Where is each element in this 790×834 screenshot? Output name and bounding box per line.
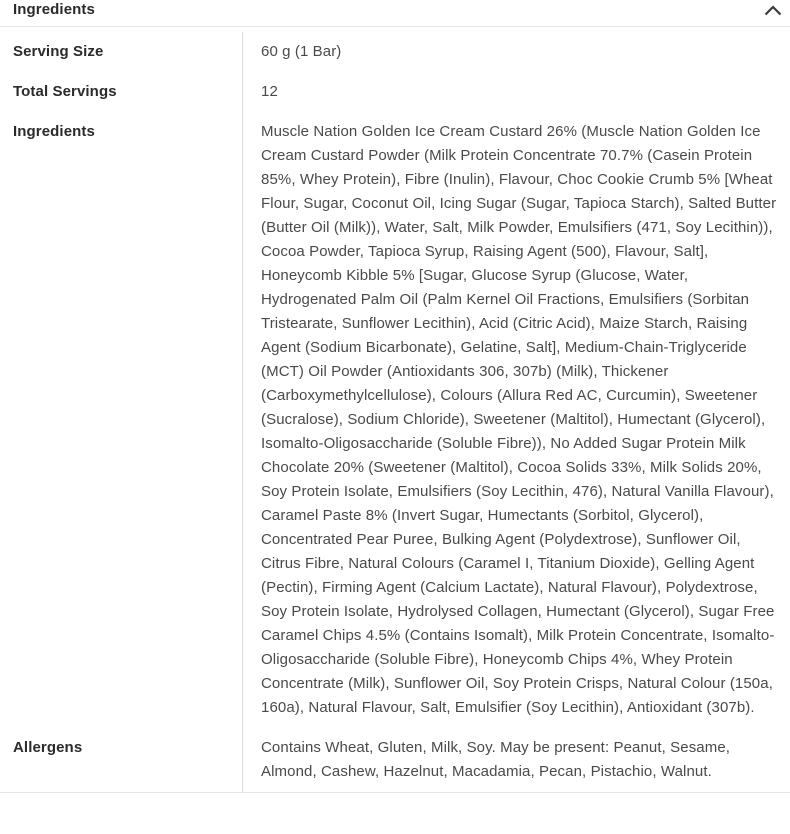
- row-label: Allergens: [13, 739, 83, 756]
- row-value: 60 g (1 Bar): [242, 32, 790, 72]
- table-row-allergens: [0, 728, 790, 792]
- row-label: Serving Size: [13, 43, 104, 60]
- row-value: Muscle Nation Golden Ice Cream Custard 26% (Muscle Nation Golden Ice Cream Custard Powder (Milk Protein Concentrate 70.7% (Casein Protein 85%, Whey Protein), Fibre (Inulin), Flavour, Choc Cookie Crumb 5% [Wheat Flour, Sugar, Coconut Oil, Icing Sugar (Sugar, Tapioca Starch), Salted Butter (Butter Oil (Milk)), Water, Salt, Milk Powder, Emulsifiers (471, Soy Lecithin)), Cocoa Powder, Tapioca Syrup, Raising Agent (500), Flavour, Salt], Honeycomb Kibble 5% [Sugar, Glucose Syrup (Glucose, Water, Hydrogenated Palm Oil (Palm Kernel Oil Fractions, Emulsifiers (Sorbitan Tristearate, Sunflower Lecithin), Acid (Citric Acid), Maize Starch, Raising Agent (Sodium Bicarbonate), Gelatine, Salt], Medium-Chain-Triglyceride (MCT) Oil Powder (Antioxidants 306, 307b) (Milk), Thickener (Carboxymethylcellulose), Colours (Allura Red AC, Curcumin), Sweetener (Sucralose), Sodium Chloride), Sweetener (Maltitol), Humectant (Glycerol), Isomalto-Oligosaccharide (Soluble Fibre)), No Added Sugar Protein Milk Chocolate 20% (Sweetener (Maltitol), Cocoa Solids 33%, Milk Solids 20%, Soy Protein Isolate, Emulsifiers (Soy Lecithin, 476), Natural Vanilla Flavour), Caramel Paste 8% (Invert Sugar, Humectants (Sorbitol, Glycerol), Concentrated Pear Puree, Bulking Agent (Polydextrose), Sunflower Oil, Citrus Fibre, Natural Colours (Caramel I, Titanium Dioxide), Gelling Agent (Pectin), Firming Agent (Calcium Lactate), Natural Flavour), Polydextrose, Soy Protein Isolate, Hydrolysed Collagen, Humectant (Glycerol), Sugar Free Caramel Chips 4.5% (Contains Isomalt), Milk Protein Concentrate, Isomalto-Oligosaccharide (Soluble Fibre), Honeycomb Chips 4%, Whey Protein Concentrate (Milk), Sunflower Oil, Soy Protein Crisps, Natural Colour (150a, 160a), Natural Flavour, Salt, Emulsifier (Soy Lecithin), Antioxidant (307b).: [242, 112, 790, 728]
- row-value: 12: [242, 72, 790, 112]
- table-row-total-servings: [0, 72, 790, 112]
- table-row-serving-size: [0, 32, 790, 72]
- accordion-header-ingredients[interactable]: [0, 0, 790, 27]
- row-value: Contains Wheat, Gluten, Milk, Soy. May be present: Peanut, Sesame, Almond, Cashew, Hazelnut, Macadamia, Pecan, Pistachio, Walnut.: [242, 728, 790, 792]
- table-row-ingredients: [0, 112, 790, 728]
- row-label: Ingredients: [13, 123, 95, 140]
- row-label: Total Servings: [13, 83, 117, 100]
- nutrition-info-table: [0, 32, 790, 793]
- section-title: Ingredients: [13, 1, 95, 18]
- chevron-up-icon[interactable]: [764, 5, 782, 16]
